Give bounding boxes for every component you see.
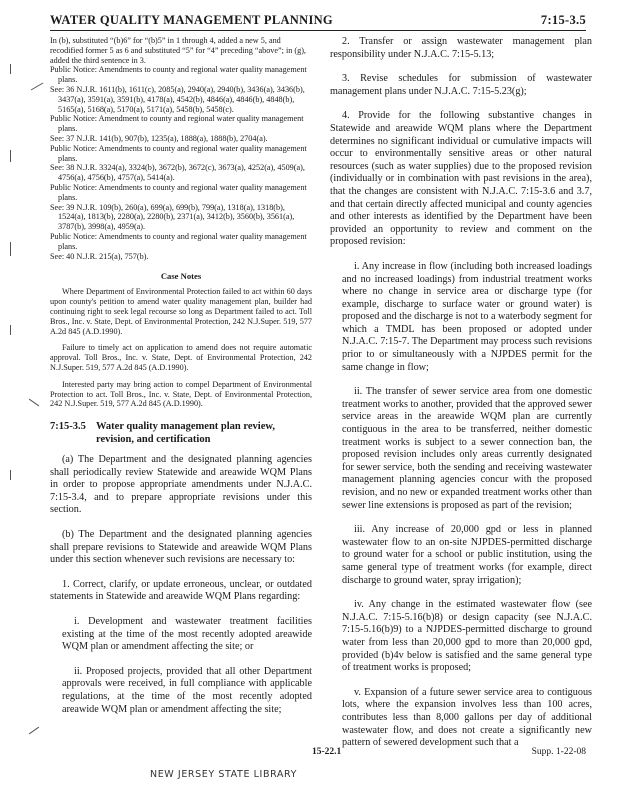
margin-mark: [31, 83, 44, 91]
history-line: Public Notice: Amendments to county and regional water quality management plans.: [50, 182, 307, 202]
margin-mark: [10, 150, 11, 162]
left-column: [50, 36, 312, 728]
right-column: [330, 36, 592, 762]
margin-mark: [10, 470, 11, 480]
page-number: 15-22.1: [312, 747, 342, 757]
paragraph-b2: 2. Transfer or assign wastewater management plan responsibility under N.J.A.C. 7:15-5.13;: [330, 36, 592, 60]
history-line: See: 37 N.J.R. 141(b), 907(b), 1235(a), 1888(a), 1888(b), 2704(a).: [50, 133, 268, 143]
history-line: See: 36 N.J.R. 1611(b), 1611(c), 2085(a), 2940(a), 2940(b), 3436(a), 3436(b), 3437(a), 3591(a), 3591(b), 4178(a), 4542(b), 4846(a), 4846(b), 4848(b), 5165(a), 5168(a), 5170(a), 5171(a), 5458(b), 5458(c).: [50, 84, 305, 114]
history-line: See: 40 N.J.R. 215(a), 757(b).: [50, 251, 149, 261]
history-line: Public Notice: Amendments to county and regional water quality management plans.: [50, 65, 307, 85]
margin-mark: [10, 325, 11, 335]
header-title: WATER QUALITY MANAGEMENT PLANNING: [50, 13, 333, 27]
header-section: 7:15-3.5: [540, 13, 586, 27]
section-heading: [50, 421, 312, 446]
section-title-line1: Water quality management plan review,: [96, 421, 275, 433]
paragraph-b4-iv: iv. Any change in the estimated wastewater flow (see N.J.A.C. 7:15-5.16(b)8) or design capacity (see N.J.A.C. 7:15-5.16(b)9) to a NJPDES-permitted discharge to ground water from less than 20,000 gpd to more than 20,000 gpd, provided (b)4v below is satisfied and the same general type of treatment works is proposed;: [342, 599, 592, 674]
paragraph-b4-ii: ii. The transfer of sewer service area from one domestic treatment works to another, provided that the approved sewer service areas in the areawide WQM plan are currently contiguous in the area to be transferred, neither domestic treatment works is subject to a sewer connection ban, the proposed revision includes only areas currently designated for sewer service, both the sending and receiving wastewater management planning agencies concur with the proposed revision, and no new or expanded treatment works other than sewer line extensions is proposed as part of the revision;: [342, 386, 592, 511]
paragraph-b4: 4. Provide for the following substantive changes in Statewide and areawide WQM plans where the Department determines no significant individual or cumulative impacts will occur to environmentally sensitive areas or other natural resources (such as water supplies) due to the proposed revision (individually or in combination with past revisions in the area), that the changes are consistent with N.J.A.C. 7:15-3.6 and 3.7, and that certain directly affected municipal and county agencies and other interests as identified by the Department have been provided an opportunity to review and comment on the proposed revision:: [330, 110, 592, 248]
history-line: In (b), substituted “(b)6” for “(b)5” in 1 through 4, added a new 5, and recodified former 5 as 6 and substituted “5” for “4” preceding “above”; in (g), added the third sentence in 3.: [50, 36, 306, 65]
section-title-line2: revision, and certification: [96, 433, 211, 445]
history-notes: [50, 36, 312, 261]
paragraph-b3: 3. Revise schedules for submission of wastewater management plans under N.J.A.C. 7:15-5.23(g);: [330, 73, 592, 97]
paragraph-b4-v: v. Expansion of a future sewer service area to contiguous lots, where the expansion involves less than 100 acres, contributes less than 8,000 gallons per day of additional wastewater flow, and does not create a significantly new pattern of sewered development such that a: [342, 686, 592, 749]
history-line: Public Notice: Amendments to county and regional water quality management plans.: [50, 143, 307, 163]
paragraph-b: (b) The Department and the designated planning agencies shall prepare revisions to Statewide and areawide WQM Plans under this section whenever such revisions are necessary to:: [50, 529, 312, 566]
paragraph-b1-i: i. Development and wastewater treatment facilities existing at the time of the most recently adopted areawide WQM plan or amendment affecting the site; or: [62, 616, 312, 653]
paragraph-a: (a) The Department and the designated planning agencies shall periodically review Statewide and areawide WQM Plans in order to propose appropriate amendments under N.J.A.C. 7:15-3.4, and to prepare appropriate revisions under this section.: [50, 454, 312, 516]
case-note: Where Department of Environmental Protection failed to act within 60 days upon county's petition to amend water quality management plan, builder had continuing right to seek legal recourse so long as Department failed to act. Toll Bros., Inc. v. State, Dept. of Environmental Protection, 242 N.J.Super. 519, 577 A.2d 845 (A.D.1990).: [50, 287, 312, 336]
history-line: Public Notice: Amendment to county and regional water quality management plans.: [50, 114, 304, 134]
margin-mark: [10, 64, 11, 74]
paragraph-b1: 1. Correct, clarify, or update erroneous, unclear, or outdated statements in Statewide and areawide WQM Plans regarding:: [50, 578, 312, 603]
paragraph-b1-ii: ii. Proposed projects, provided that all other Department approvals were received, in full compliance with applicable regulations, at the time of the most recently adopted areawide WQM plan or amendment affecting the site;: [62, 665, 312, 715]
case-notes-heading: Case Notes: [160, 271, 202, 282]
paragraph-b4-iii: iii. Any increase of 20,000 gpd or less in planned wastewater flow to an on-site NJPDES-permitted discharge to ground water for a school or public institution, using the same general type of treatment works (for example, direct discharge to ground water, spray irrigation);: [342, 524, 592, 586]
case-note: Interested party may bring action to compel Department of Environmental Protection to act. Toll Bros., Inc. v. State, Dept. of Environmental Protection, 242 N.J.Super. 519, 577 A.2d 845 (A.D.1990).: [50, 379, 312, 409]
supplement-date: Supp. 1-22-08: [531, 747, 586, 757]
margin-mark: [29, 399, 39, 407]
history-line: Public Notice: Amendments to county and regional water quality management plans.: [50, 231, 307, 251]
case-note: Failure to timely act on application to amend does not require automatic approval. Toll Bros., Inc. v. State, Dept. of Environmental Protection, 242 N.J.Super. 519, 577 A.2d 845 (A.D.1990).: [50, 343, 312, 372]
history-line: See: 38 N.J.R. 3324(a), 3324(b), 3672(b), 3672(c), 3673(a), 4252(a), 4509(a), 4756(a), 4756(b), 4757(a), 5414(a).: [50, 163, 305, 183]
library-stamp: NEW JERSEY STATE LIBRARY: [150, 769, 297, 780]
section-number: 7:15-3.5: [50, 421, 86, 433]
margin-mark: [10, 242, 11, 256]
margin-mark: [29, 727, 39, 735]
paragraph-b4-i: i. Any increase in flow (including both increased loadings and no increased loadings) from industrial treatment works where no change in service area or discharge type (for example, discharge to surface water or ground water) is proposed and the discharge is not to a waterbody segment for which a TMDL has been proposed or adopted under N.J.A.C. 7:15-7. The Department may process such revisions prior to or simultaneously with a NJPDES permit for the same change in flow;: [342, 260, 592, 373]
running-header: [50, 8, 586, 31]
history-line: See: 39 N.J.R. 109(b), 260(a), 699(a), 699(b), 799(a), 1318(a), 1318(b), 1524(a), 1813(b), 2280(a), 2280(b), 2371(a), 3412(b), 3560(b), 3561(a), 3787(b), 3998(a), 4959(a).: [50, 202, 295, 232]
